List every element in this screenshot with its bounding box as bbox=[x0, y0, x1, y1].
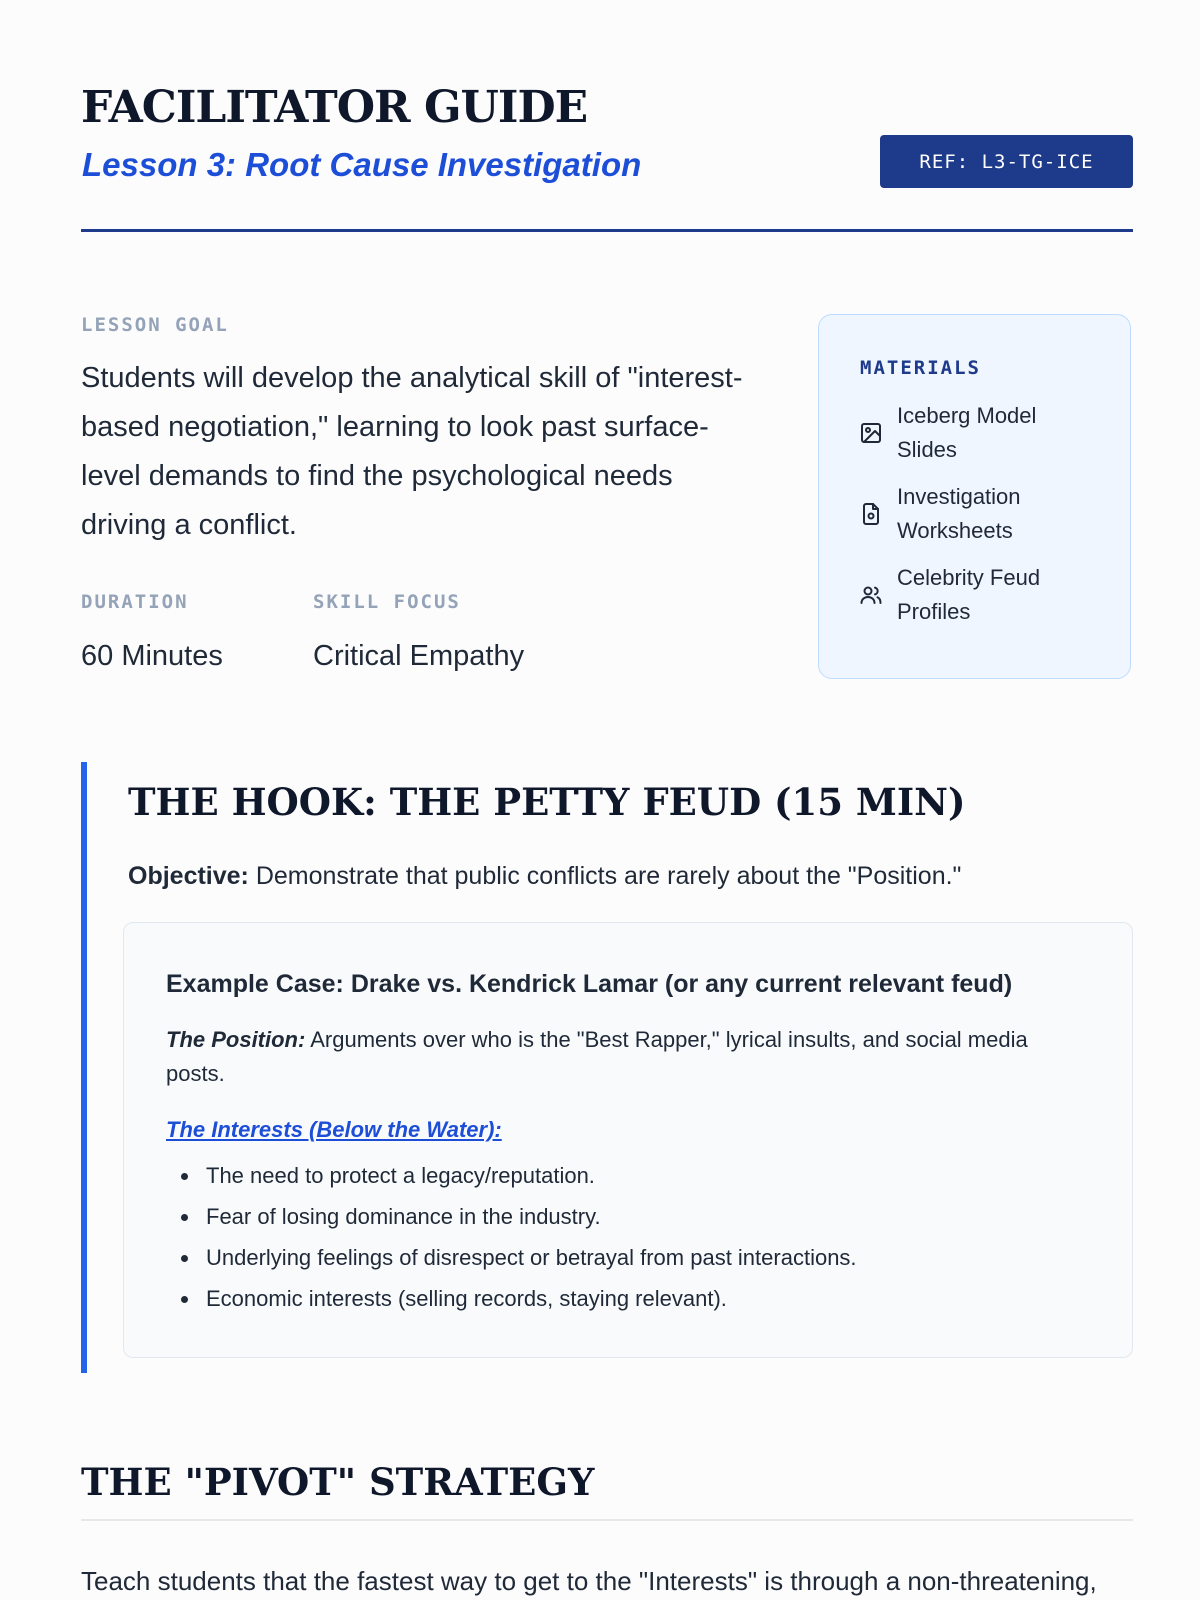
duration-value: 60 Minutes bbox=[81, 640, 223, 672]
interests-heading: The Interests (Below the Water): bbox=[166, 1117, 502, 1142]
material-item-feud-profiles bbox=[859, 561, 1099, 629]
materials-card bbox=[818, 314, 1131, 679]
lesson-goal-text: Students will develop the analytical skill of "interest-based negotiation," learning to look past surface-level demands to find the psychological needs driving a conflict. bbox=[81, 362, 743, 541]
interests-list bbox=[166, 1159, 857, 1323]
objective-label: Objective: bbox=[128, 862, 249, 890]
materials-title: MATERIALS bbox=[860, 357, 981, 379]
list-item: Fear of losing dominance in the industry. bbox=[166, 1200, 857, 1241]
users-icon bbox=[859, 583, 883, 607]
reference-badge: REF: L3-TG-ICE bbox=[880, 135, 1133, 188]
material-item-label: Celebrity Feud Profiles bbox=[897, 565, 1041, 624]
skill-focus-label: SKILL FOCUS bbox=[313, 591, 461, 613]
position-paragraph bbox=[166, 1023, 1066, 1091]
position-text: Arguments over who is the "Best Rapper," lyrical insults, and social media posts. bbox=[166, 1027, 1028, 1086]
lesson-subtitle: Lesson 3: Root Cause Investigation bbox=[82, 146, 642, 183]
objective-text: Demonstrate that public conflicts are rarely about the "Position." bbox=[248, 862, 962, 890]
duration-label: DURATION bbox=[81, 591, 189, 613]
material-item-label: Iceberg Model Slides bbox=[897, 403, 1037, 462]
pivot-divider bbox=[81, 1519, 1133, 1521]
example-case-box bbox=[123, 922, 1133, 1358]
skill-focus-value: Critical Empathy bbox=[313, 640, 525, 672]
pivot-intro-text: Teach students that the fastest way to get to the "Interests" is through a non-threatening, bbox=[81, 1566, 1097, 1596]
material-item-iceberg-slides bbox=[859, 399, 1099, 467]
material-item-label: Investigation Worksheets bbox=[897, 484, 1021, 543]
lesson-goal-label: LESSON GOAL bbox=[81, 314, 229, 336]
list-item: The need to protect a legacy/reputation. bbox=[166, 1159, 857, 1200]
header-divider bbox=[81, 229, 1133, 232]
pivot-section-title: THE "PIVOT" STRATEGY bbox=[81, 1460, 595, 1504]
hook-objective bbox=[128, 862, 961, 891]
list-item: Economic interests (selling records, staying relevant). bbox=[166, 1282, 857, 1323]
list-item: Underlying feelings of disrespect or betrayal from past interactions. bbox=[166, 1241, 857, 1282]
image-icon bbox=[859, 421, 883, 445]
example-case-title: Example Case: Drake vs. Kendrick Lamar (or any current relevant feud) bbox=[166, 970, 1013, 998]
page-title: FACILITATOR GUIDE bbox=[81, 82, 588, 133]
file-icon bbox=[859, 502, 883, 526]
material-item-worksheets bbox=[859, 480, 1099, 548]
position-label: The Position: bbox=[166, 1027, 306, 1052]
hook-section-title: THE HOOK: THE PETTY FEUD (15 MIN) bbox=[128, 780, 966, 824]
